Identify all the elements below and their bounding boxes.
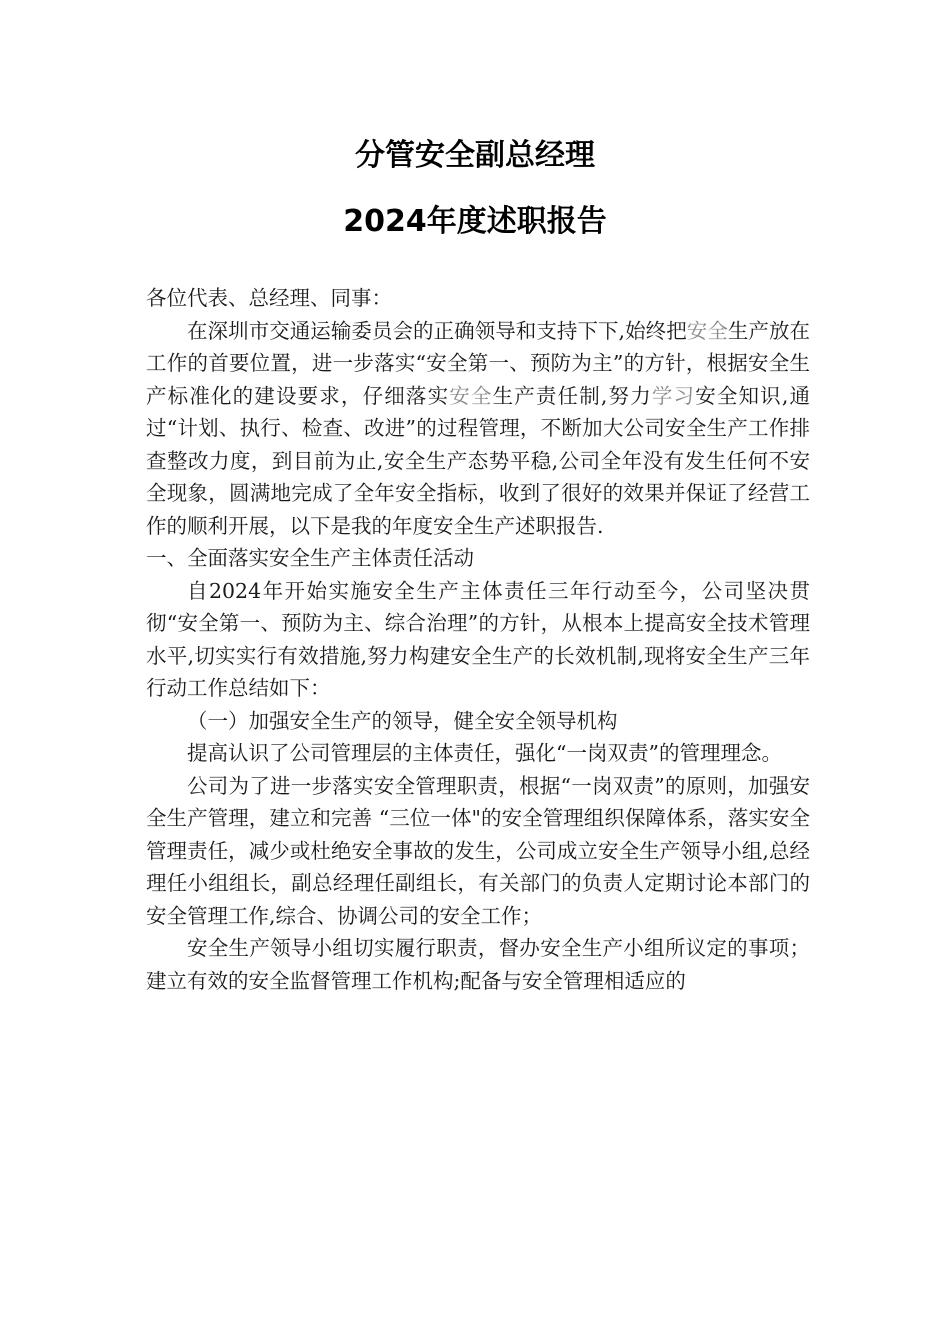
highlighted-term: 安全 (449, 383, 493, 408)
document-title: 分管安全副总经理 (355, 138, 595, 173)
paragraph-leadership-group: 安全生产领导小组切实履行职责，督办安全生产小组所议定的事项；建立有效的安全监督管理工作机构;配备与安全管理相适应的 (146, 936, 810, 993)
paragraph-intro-part3: 生产责任制,努力 (492, 383, 652, 408)
paragraph-intro-part4: 安全知识,通过“计划、执行、检查、改进”的过程管理，不断加大公司安全生产工作排查整改力度，到目前为止,安全生产态势平稳,公司全年没有发生任何不安全现象，圆满地完成了全年安全指标，收到了很好的效果并保证了经营工作的顺利开展，以下是我的年度安全生产述职报告. (146, 383, 810, 538)
paragraph-intro (146, 315, 810, 543)
section-heading-1: 一、全面落实安全生产主体责任活动 (146, 546, 474, 570)
highlighted-term: 学习 (651, 383, 696, 408)
document-body (146, 282, 810, 997)
paragraph-section1: 自2024年开始实施安全生产主体责任三年行动至今，公司坚决贯彻“安全第一、预防为主、综合治理”的方针，从根本上提高安全技术管理水平,切实实行有效措施,努力构建安全生产的长效机制,现将安全生产三年行动工作总结如下： (146, 578, 810, 700)
paragraph-organization: 公司为了进一步落实安全管理职责，根据“一岗双责”的原则，加强安全生产管理，建立和完善 “三位一体"的安全管理组织保障体系，落实安全管理责任，减少或杜绝安全事故的发生，公司成立安全生产领导小组,总经理任小组组长，副总经理任副组长，有关部门的负责人定期讨论本部门的安全管理工作,综合、协调公司的安全工作； (146, 773, 810, 928)
paragraph-intro-part1: 在深圳市交通运输委员会的正确领导和支持下下,始终把 (187, 318, 687, 343)
paragraph-responsibility: 提高认识了公司管理层的主体责任，强化“一岗双责”的管理理念。 (187, 741, 782, 765)
document-subtitle: 2024年度述职报告 (343, 204, 607, 239)
paragraph-intro-part2: 生产放在工作的首要位置，进一步落实“安全第一、预防为主”的方针，根据安全生产标准化的建设要求，仔细落实 (146, 318, 811, 408)
subsection-heading-1: （一）加强安全生产的领导，健全安全领导机构 (187, 708, 618, 733)
salutation: 各位代表、总经理、同事： (146, 286, 392, 310)
highlighted-term: 安全 (686, 318, 728, 343)
